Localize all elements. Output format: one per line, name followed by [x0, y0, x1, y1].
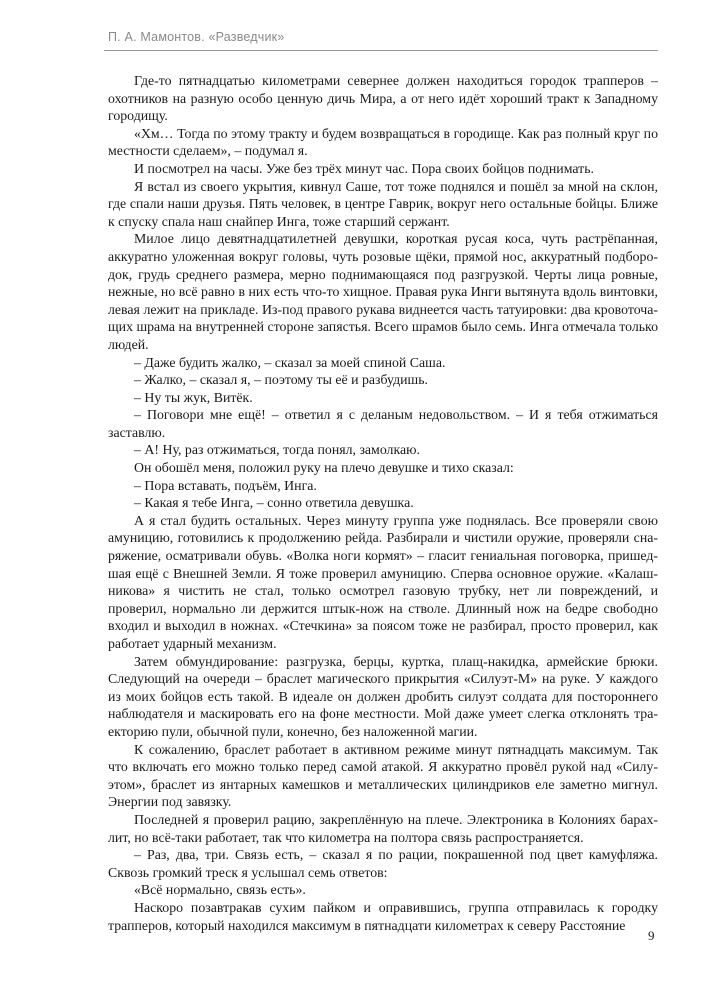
- header-divider: [104, 50, 658, 51]
- paragraph: А я стал будить остальных. Через минуту группа уже поднялась. Все проверяли свою амуницию, готовились к продолжению рейда. Разбирали и чистили оружие, проверяли снаряжение, осматривали обувь. «Волка ноги кормят» – гласит гениальная поговорка, пришедшая ещё с Внешней Земли. Я тоже проверил амуницию. Сперва основное оружие. «Калашникова» я чистить не стал, только осмотрел газовую трубку, нет ли повреждений, и проверил, нормально ли держится штык-нож на стволе. Длинный нож на бедре свободно входил и выходил в ножнах. «Стечкина» за поясом тоже не разбирал, просто проверил, как работает ударный механизм.: [108, 512, 658, 651]
- paragraph: – А! Ну, раз отжиматься, тогда понял, замолкаю.: [134, 442, 420, 458]
- paragraph: Наскоро позавтракав сухим пайком и оправившись, группа отправилась к городку трапперов, который находился максимум в пятнадцати километрах к северу Расстояние: [108, 899, 658, 933]
- paragraph: – Пора вставать, подъём, Инга.: [134, 477, 317, 493]
- paragraph: Милое лицо девятнадцатилетней девушки, короткая русая коса, чуть растрёпанная, аккуратно уложенная вокруг головы, чуть розовые щёки, прямой нос, аккуратный подбородок, грудь среднего размера, мерно поднимающаяся под разгрузкой. Черты лица ровные, нежные, но всё равно в них есть что-то хищное. Правая рука Инги вытянута вдоль винтовки, левая лежит на прикладе. Из-под правого рукава виднеется часть татуировки: два кровоточащих шрама на внутренней стороне запястья. Всего шрамов было семь. Инга отмечала только людей.: [108, 231, 658, 352]
- paragraph: «Всё нормально, связь есть».: [134, 882, 306, 898]
- paragraph: И посмотрел на часы. Уже без трёх минут час. Пора своих бойцов поднимать.: [134, 160, 594, 176]
- paragraph: – Ну ты жук, Витёк.: [134, 389, 253, 405]
- paragraph: Где-то пятнадцатью километрами севернее должен находиться городок трапперов – охотников на разную особо ценную дичь Мира, а от него идёт хороший тракт к Западному городищу.: [108, 73, 658, 124]
- paragraph: «Хм… Тогда по этому тракту и будем возвращаться в городище. Как раз полный круг по местности сделаем», – подумал я.: [108, 125, 658, 159]
- paragraph: – Какая я тебе Инга, – сонно ответила девушка.: [134, 495, 414, 511]
- running-head: П. А. Мамонтов. «Разведчик»: [108, 30, 285, 44]
- paragraph: Я встал из своего укрытия, кивнул Саше, тот тоже поднялся и пошёл за мной на склон, где спали наши друзья. Пять человек, в центре Гаврик, вокруг него остальные бойцы. Ближе к спуску спала наш снайпер Инга, тоже старший сержант.: [108, 178, 658, 229]
- paragraph: Последней я проверил рацию, закреплённую на плече. Электроника в Колониях барахлит, но всё-таки работает, так что километра на полтора связь распространяется.: [108, 811, 658, 845]
- paragraph: – Раз, два, три. Связь есть, – сказал я по рации, покрашенной под цвет камуфляжа. Сквозь громкий треск я услышал семь ответов:: [108, 847, 658, 880]
- paragraph: К сожалению, браслет работает в активном режиме минут пятнадцать максимум. Так что включать его можно только перед самой атакой. Я аккуратно провёл рукой над «Силуэтом», браслет из янтарных камешков и металлических цилиндриков еле заметно мигнул. Энергии под завязку.: [108, 741, 658, 810]
- paragraph: – Поговори мне ещё! – ответил я с деланым недовольством. – И я тебя отжиматься заставлю.: [108, 407, 658, 440]
- paragraph: – Даже будить жалко, – сказал за моей спиной Саша.: [134, 354, 446, 370]
- paragraph: Он обошёл меня, положил руку на плечо девушке и тихо сказал:: [134, 460, 514, 476]
- page-number: 9: [648, 928, 655, 943]
- paragraph: – Жалко, – сказал я, – поэтому ты её и разбудишь.: [134, 372, 428, 388]
- body-text: [108, 72, 658, 934]
- paragraph: Затем обмундирование: разгрузка, берцы, куртка, плащ-накидка, армейские брюки. Следующий на очереди – браслет магического прикрытия «Силуэт-М» на руке. У каждого из моих бойцов есть такой. В идеале он должен дробить силуэт солдата для постороннего наблюдателя и маскировать его на фоне местности. Мой даже умеет слегка отклонять траекторию пули, обычной пули, конечно, без наложенной магии.: [108, 653, 658, 739]
